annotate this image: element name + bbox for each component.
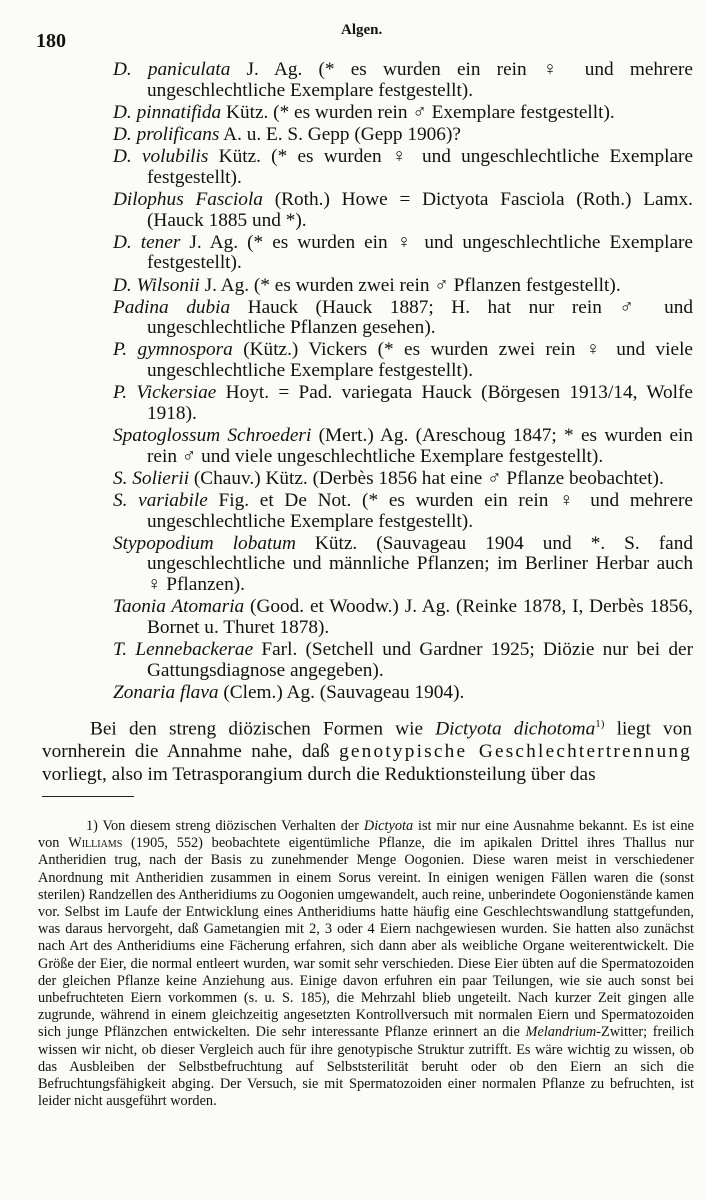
species-entry — [113, 298, 693, 339]
species-name: D. volubilis — [113, 146, 209, 168]
species-text: Kütz. (* es wurden rein ♂ Exemplare festgestellt). — [221, 101, 615, 123]
species-name: P. gymnospora — [113, 339, 233, 361]
species-entry — [113, 469, 693, 490]
species-entry — [113, 340, 693, 381]
species-entry — [113, 534, 693, 596]
species-text: Kütz. (Sauvageau 1904 und *. S. fand ungeschlechtliche und männliche Pflanzen; im Berliner Herbar auch ♀ Pflanzen). — [147, 532, 694, 595]
genus-name: Dictyota — [363, 818, 414, 834]
species-text: J. Ag. (* es wurden zwei rein ♂ Pflanzen festgestellt). — [199, 274, 621, 296]
paragraph-text: vorliegt, also im Tetrasporangium durch die Reduktionsteilung über das — [42, 764, 596, 786]
species-entry — [113, 426, 693, 467]
species-text: (Mert.) Ag. (Areschoug 1847; * es wurden ein rein ♂ und viele ungeschlechtliche Exemplare festgestellt). — [147, 425, 693, 467]
footnote-text: ist mir nur eine Ausnahme bekannt. Es ist eine von — [38, 818, 694, 852]
species-name: D. pinnatifida — [113, 101, 222, 123]
species-name: Spatoglossum Schroederi — [113, 425, 312, 447]
species-entry — [113, 60, 693, 101]
species-name: D. prolificans — [113, 123, 220, 145]
page-number: 180 — [36, 30, 66, 52]
emphasized-term: genotypische Geschlechtertrennung — [339, 741, 692, 763]
running-head: Algen. — [341, 22, 383, 38]
species-text: Hoyt. = Pad. variegata Hauck (Börgesen 1913/14, Wolfe 1918). — [147, 382, 693, 424]
species-entry — [113, 233, 693, 274]
species-name: Padina dubia — [113, 296, 231, 318]
species-text: J. Ag. (* es wurden ein rein ♀ und mehrere ungeschlechtliche Exemplare festgestellt). — [147, 59, 693, 101]
species-entry — [113, 597, 693, 638]
species-text: (Chauv.) Kütz. (Derbès 1856 hat eine ♂ Pflanze beobachtet). — [189, 467, 664, 489]
body-paragraph — [42, 713, 692, 786]
footnote-reference: 1) — [595, 718, 605, 730]
species-name: D. paniculata — [113, 59, 231, 80]
species-entry — [113, 683, 693, 704]
footnote-text: 1) Von diesem streng diözischen Verhalten der — [86, 818, 364, 834]
author-name: Williams — [68, 835, 123, 852]
species-name: S. Solierii — [113, 467, 190, 489]
species-name: P. Vickersiae — [113, 382, 217, 404]
species-name: Zonaria flava — [113, 681, 219, 703]
species-text: (Clem.) Ag. (Sauvageau 1904). — [218, 681, 465, 703]
footnote — [38, 818, 694, 1110]
species-text: Fig. et De Not. (* es wurden ein rein ♀ und mehrere ungeschlechtliche Exemplare festgestellt). — [147, 490, 693, 532]
species-text: Farl. (Setchell und Gardner 1925; Diözie nur bei der Gattungsdiagnose angegeben). — [147, 638, 693, 681]
species-name: D. Wilsonii — [113, 274, 200, 296]
species-text: J. Ag. (* es wurden ein ♀ und ungeschlechtliche Exemplare festgestellt). — [147, 231, 693, 274]
species-name: S. variabile — [113, 490, 208, 511]
page-header — [36, 22, 675, 52]
species-entry — [113, 491, 693, 532]
species-entry — [113, 103, 693, 124]
species-text: A. u. E. S. Gepp (Gepp 1906)? — [219, 123, 461, 145]
species-entry — [113, 383, 693, 424]
species-entry — [113, 147, 693, 188]
species-text: (Kütz.) Vickers (* es wurden zwei rein ♀ und viele ungeschlechtliche Exemplare festgestellt). — [147, 339, 693, 382]
species-entry — [113, 276, 693, 297]
species-list — [113, 60, 693, 705]
species-entry — [113, 125, 693, 146]
species-text: (Good. et Woodw.) J. Ag. (Reinke 1878, I, Derbès 1856, Bornet u. Thuret 1878). — [147, 596, 693, 638]
species-text: (Roth.) Howe = Dictyota Fasciola (Roth.) Lamx. (Hauck 1885 und *). — [147, 188, 693, 231]
species-entry — [113, 190, 693, 231]
species-name: T. Lennebackerae — [113, 638, 254, 660]
species-text: Kütz. (* es wurden ♀ und ungeschlechtliche Exemplare festgestellt). — [147, 146, 693, 188]
species-name: Taonia Atomaria — [113, 596, 245, 618]
footnote-text: (1905, 552) beobachtete eigentümliche Pflanze, die im apikalen Drittel ihres Thallus nur Antheridien trug, nach der Basis zu zunehmender Menge Oogonien. Diese waren meist in verschiedener Anordnung mit Antheridien zusammen in einem Sorus vereint. In einigen wenigen Fällen waren die (sonst sterilen) Randzellen des Antheridiums zu Oogonien umgewandelt, auch reine, unberindete Oogonienstände kamen vor. Selbst im Laufe der Entwicklung eines Antheridiums hatte häufig eine Geschlechtswandlung stattgefunden, was daraus hervorgeht, daß Gametangien mit 2, 3 oder 4 Eiern nachgewiesen wurden. Sie hatten also zunächst nach Art des Antheridiums eine Fächerung erfahren, sich dann aber als weibliche Organe weiterentwickelt. Die Größe der Eier, die normal entleert wurden, war somit sehr verschieden. Diese Eier übten auf die Spermatozoiden der gleichen Pflanze keine Anziehung aus. Einige davon erfuhren ein paar Teilungen, wie sie auch sonst bei unbefruchteten Eiern vorkommen (s. u. S. 185), die Mehrzahl blieb ungeteilt. Nach kurzer Zeit gingen alle zugrunde, während in einem gleichzeitig angesetzten Kontrollversuch mit normalen Eiern und Spermatozoiden sich junge Pflänzchen entwickelten. Die sehr interessante Pflanze erinnert an die — [38, 835, 694, 1041]
footnote-text: -Zwitter; freilich wissen wir nicht, ob dieser Vergleich auch für ihre genotypische Struktur zutrifft. Es wäre wichtig zu wissen, ob das Ausbleiben der Selbstbefruchtung auf Selbststerilität beruht oder ob den Eiern an sich die Befruchtungsfähigkeit abging. Der Versuch, sie mit Spermatozoiden einer normalen Pflanze zu befruchten, ist leider nicht ausgeführt worden. — [38, 1024, 694, 1110]
paragraph-text: Bei den streng diözischen Formen wie — [90, 718, 436, 740]
species-entry — [113, 640, 693, 681]
species-name: Stypopodium lobatum — [113, 532, 296, 554]
species-name: Dilophus Fasciola — [113, 188, 263, 210]
footnote-divider — [42, 796, 134, 797]
species-name: D. tener — [113, 231, 181, 253]
paragraph-text: liegt von vornherein die Annahme nahe, daß — [42, 718, 692, 763]
species-name: Dictyota dichotoma — [435, 718, 596, 740]
genus-name: Melandrium — [525, 1024, 597, 1041]
species-text: Hauck (Hauck 1887; H. hat nur rein ♂ und ungeschlechtliche Pflanzen gesehen). — [147, 296, 693, 339]
